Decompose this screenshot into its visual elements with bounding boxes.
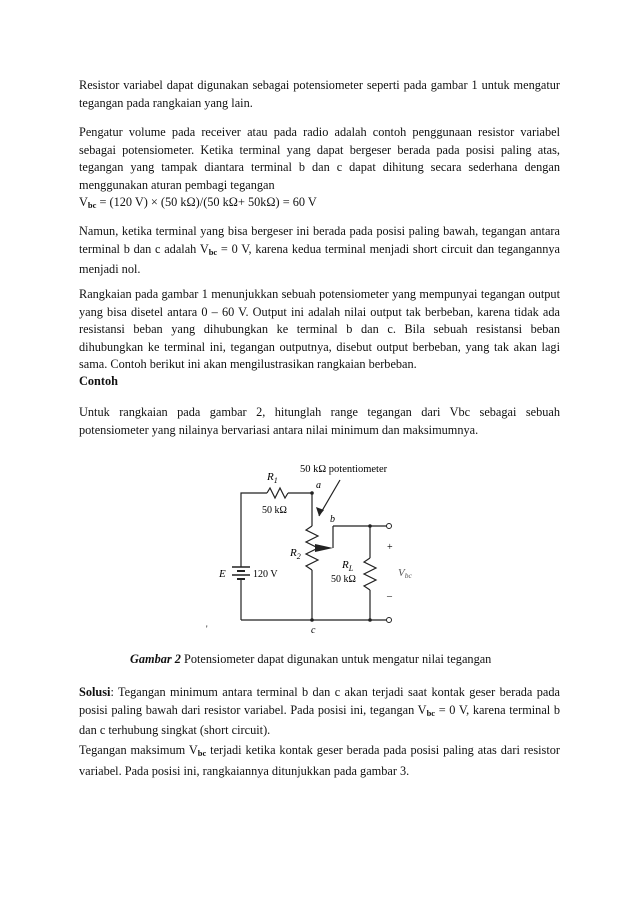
eq-v: V bbox=[79, 195, 88, 209]
p7-b: terjadi ketika kontak geser berada pada posisi paling atas dari resistor variabel. Pada posisi ini, rangkaiannya ditunjukkan pada gambar 3. bbox=[79, 743, 560, 778]
section-heading: Contoh bbox=[79, 374, 118, 388]
paragraph-2: Pengatur volume pada receiver atau pada radio adalah contoh penggunaan resistor variabel sebagai potensiometer. Ketika terminal yang dapat bergeser berada pada posisi paling atas, tegangan yang tampak diantara terminal b dan c dapat dihitung secara sederhana dengan menggunakan aturan pembagi tegangan bbox=[79, 125, 560, 192]
r1-value: 50 kΩ bbox=[262, 505, 287, 516]
p6-sub: bc bbox=[426, 707, 436, 718]
terminal-a: a bbox=[316, 480, 321, 491]
pot-label: 50 kΩ potentiometer bbox=[300, 464, 388, 475]
rl-label: $R_L$ bbox=[342, 559, 354, 573]
p7-sub: bc bbox=[197, 748, 207, 758]
paragraph-1: Resistor variabel dapat digunakan sebagai potensiometer seperti pada gambar 1 untuk mengatur tegangan pada rangkaian yang lain. bbox=[79, 78, 560, 110]
rl-value: 50 kΩ bbox=[331, 574, 356, 585]
minus-sign: – bbox=[387, 591, 392, 602]
r2-label: $R_2$ bbox=[290, 547, 301, 561]
paragraph-3 bbox=[79, 223, 560, 279]
p3-b: = 0 V, karena kedua terminal menjadi short circuit dan tegangannya menjadi nol. bbox=[79, 241, 561, 277]
p3-sub: bc bbox=[208, 246, 218, 257]
circuit-figure bbox=[200, 458, 440, 643]
equation-vbc bbox=[79, 194, 560, 215]
r1-label: $R_1$ bbox=[267, 471, 278, 485]
source-value: 120 V bbox=[253, 569, 278, 580]
paragraph-6 bbox=[79, 684, 560, 740]
terminal-c: c bbox=[311, 625, 316, 636]
p6-label: Solusi bbox=[79, 685, 111, 699]
p6-b: = 0 V, karena terminal b dan c terhubung singkat (short circuit). bbox=[79, 702, 560, 738]
source-e-label: E bbox=[219, 568, 226, 580]
p3-a: Namun, ketika terminal yang bisa bergeser ini berada pada posisi paling bawah, tegangan antara terminal b dan c adalah V bbox=[79, 224, 560, 256]
p6-a: : Tegangan minimum antara terminal b dan c akan terjadi saat kontak geser berada pada posisi paling bawah dari resistor variabel. Pada posisi ini, tegangan V bbox=[79, 685, 560, 717]
paragraph-4: Rangkaian pada gambar 1 menunjukkan sebuah potensiometer yang mempunyai tegangan output yang bisa disetel antara 0 – 60 V. Output ini adalah nilai output tak berbeban, karena tidak ada resistansi beban yang dihubungkan ke terminal b dan c. Bila sebuah resistansi beban dihubungkan ke terminal ini, tegangan outputnya, disebut output berbeban, yang tak akan lagi sama. Contoh berikut ini akan mengilustrasikan rangkaian berbeban. bbox=[79, 287, 560, 372]
eq-rest: = (120 V) × (50 kΩ)/(50 kΩ+ 50kΩ) = 60 V bbox=[96, 195, 317, 209]
figure-caption bbox=[130, 652, 491, 667]
terminal-b: b bbox=[330, 514, 335, 525]
vbc-label: Vbc bbox=[398, 567, 412, 580]
paragraph-7 bbox=[79, 742, 560, 780]
plus-sign: + bbox=[387, 542, 393, 553]
caption-label: Gambar 2 bbox=[130, 652, 181, 666]
p7-a: Tegangan maksimum V bbox=[79, 743, 198, 757]
paragraph-5: Untuk rangkaian pada gambar 2, hitunglah range tegangan dari Vbc sebagai sebuah potensiometer yang nilainya bervariasi antara nilai minimum dan maksimumnya. bbox=[79, 405, 560, 437]
caption-text: Potensiometer dapat digunakan untuk mengatur nilai tegangan bbox=[180, 652, 492, 666]
eq-sub: bc bbox=[87, 200, 97, 210]
tick-mark: ' bbox=[206, 624, 208, 634]
